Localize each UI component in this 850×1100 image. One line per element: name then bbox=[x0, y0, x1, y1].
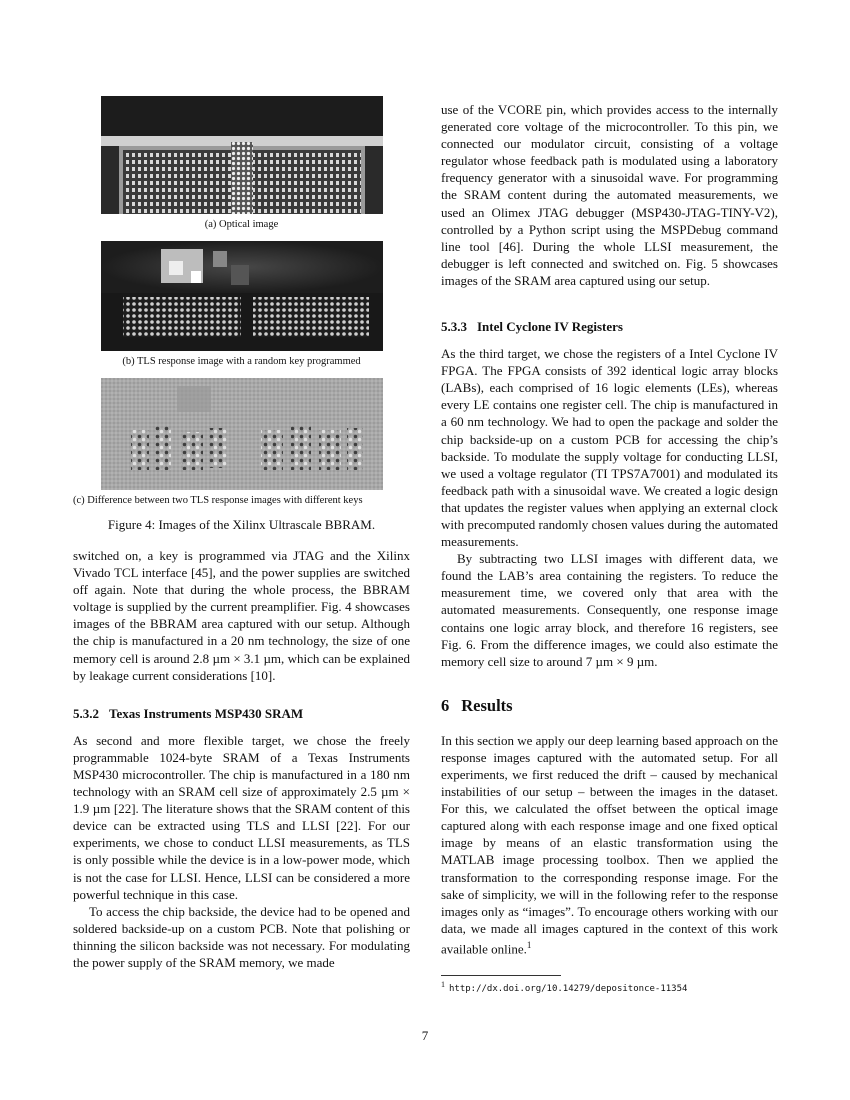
caption-a: (a) Optical image bbox=[204, 219, 279, 230]
footnote-rule bbox=[441, 975, 561, 976]
figure-4 bbox=[73, 96, 410, 533]
section-number: 5.3.2 bbox=[73, 705, 99, 721]
right-paragraph-3: By subtracting two LLSI images with different data, we found the LAB’s area containing the registers. To reduce the measurement time, we covered only that area with the automated measurements. Consequently, one response image contains one logic array block, and therefore 16 registers, see Fig. 6. From the difference images, we could also estimate the memory cell size to around 7 µm × 9 µm. bbox=[441, 551, 778, 669]
right-paragraph-1: use of the VCORE pin, which provides access to the internally generated core voltage of the microcontroller. To this pin, we connected our modulator circuit, consisting of a voltage regulator whose feedback path is modulated using a laboratory frequency generator with a sinusoidal wave. For programming the SRAM content during the automated measurements, we used an Olimex JTAG debugger (MSP430-JTAG-TINY-V2), controlled by a Python script using the MSPDebug command line tool [46]. During the whole LLSI measurement, the debugger is left connected and switched on. Fig. 5 showcases images of the SRAM area captured using our setup. bbox=[441, 102, 778, 288]
left-column bbox=[73, 96, 410, 971]
caption-c: (c) Difference between two TLS response images with different keys bbox=[73, 495, 363, 506]
results-text: In this section we apply our deep learning based approach on the response images captured with the automated setup. For all experiments, we first reduced the drift – caused by mechanical instabilities of our setup – between the images in the dataset. For this, we calculated the offset between the optical image captured along with each response image and one fixed optical image by means of an elastic transformation using the MATLAB image processing toolbox. Then we applied the transformation to the corresponding response image. For the sake of simplicity, we will in the following refer to the response images only as “images”. To encourage others working with our data, we made all images captured in the context of this work available online. bbox=[441, 732, 778, 957]
section-6-heading bbox=[441, 696, 778, 716]
left-paragraph-1: switched on, a key is programmed via JTAG and the Xilinx Vivado TCL interface [45], and the power supplies are switched off again. Note that during the whole process, the BBRAM voltage is supplied by the current preamplifier. Fig. 4 showcases images of the BBRAM area captured with our setup. Although the chip is manufactured in a 20 nm technology, the size of one memory cell is around 2.8 µm × 3.1 µm, which can be explained by leakage current considerations [10]. bbox=[73, 548, 410, 683]
section-title: Results bbox=[461, 695, 513, 715]
page-number: 7 bbox=[421, 1028, 429, 1043]
caption-b: (b) TLS response image with a random key programmed bbox=[122, 356, 361, 367]
footnote bbox=[441, 980, 778, 994]
figure-title: Figure 4: Images of the Xilinx Ultrascale BBRAM. bbox=[107, 517, 376, 532]
left-paragraph-2: As second and more flexible target, we chose the freely programmable 1024-byte SRAM of a Texas Instruments MSP430 microcontroller. The chip is manufactured in a 180 nm technology with an SRAM cell size of approximately 2.5 µm × 1.9 µm [22]. The literature shows that the SRAM content of this device can be extracted using TLS and LLSI [22]. For our experiments, we chose to conduct LLSI measurements, as TLS is only possible while the device is in a low-power mode, which is not the case for LLSI. Hence, LLSI can be considered a more powerful technique in this case. bbox=[73, 732, 410, 902]
footnote-url[interactable]: http://dx.doi.org/10.14279/depositonce-11354 bbox=[449, 984, 688, 995]
section-number: 5.3.3 bbox=[441, 319, 467, 335]
section-number: 6 bbox=[441, 695, 450, 715]
section-title: Texas Instruments MSP430 SRAM bbox=[109, 705, 304, 721]
footnote-number: 1 bbox=[441, 980, 445, 990]
section-5-3-2-heading bbox=[73, 706, 410, 722]
section-5-3-3-heading bbox=[441, 319, 778, 335]
right-paragraph-4 bbox=[441, 732, 778, 958]
left-paragraph-3: To access the chip backside, the device had to be opened and soldered backside-up on a custom PCB. Note that polishing or thinning the silicon backside was not necessary. For modulating the power supply of the SRAM memory, we made bbox=[73, 903, 410, 970]
right-paragraph-2: As the third target, we chose the registers of a Intel Cyclone IV FPGA. The FPGA consists of 392 identical logic array blocks (LABs), each comprised of 16 logic elements (LEs), whereas every LE contains one register cell. The chip is manufactured in a 60 nm technology. We had to open the package and solder the chip backside-up on a custom PCB for accessing the chip’s backside. To modulate the supply voltage for conducting LLSI, we used a voltage regulator (TI TPS7A7001) and modulated its feedback path with a sinusoidal wave. We created a logic design that updates the register values when applying an external clock with precomputed randomly chosen values during the automated measurements. bbox=[441, 346, 778, 550]
right-column bbox=[441, 101, 778, 994]
footnote-mark: 1 bbox=[526, 939, 532, 950]
tls-response-image bbox=[101, 241, 383, 351]
difference-image bbox=[101, 378, 383, 490]
optical-image bbox=[101, 96, 383, 214]
section-title: Intel Cyclone IV Registers bbox=[477, 319, 623, 335]
